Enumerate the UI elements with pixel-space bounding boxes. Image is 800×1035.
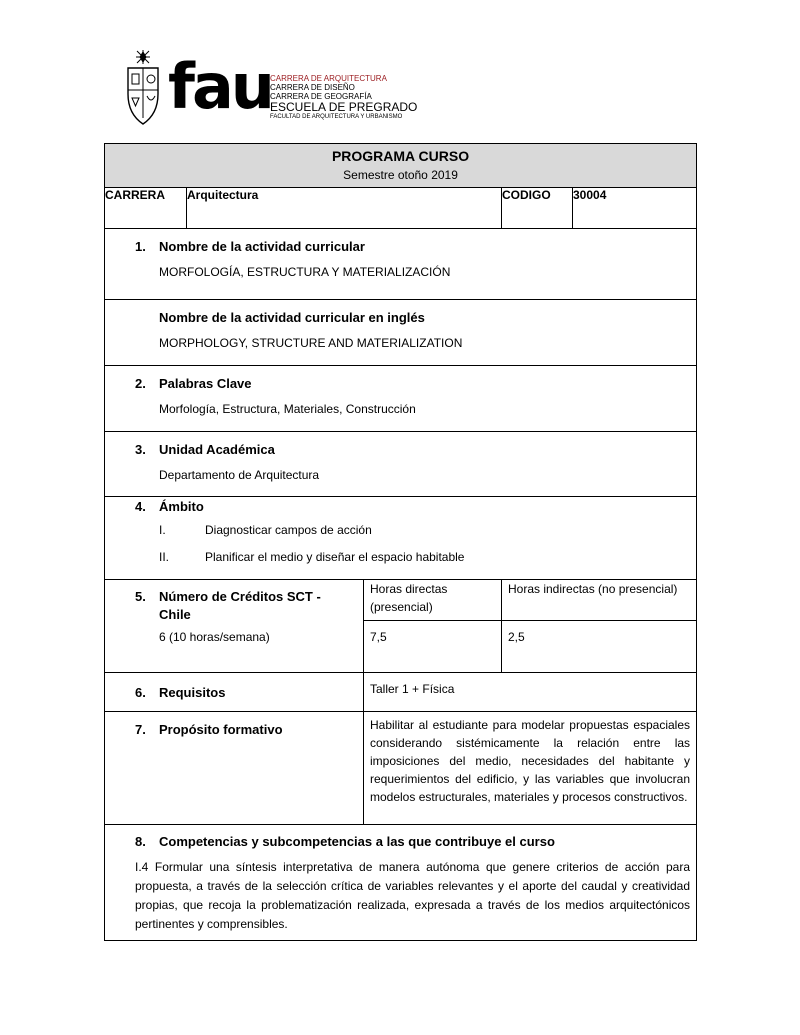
section-7: [105, 712, 364, 825]
section-7-title: Propósito formativo: [159, 722, 283, 737]
section-8-value: I.4 Formular una síntesis interpretativa de manera autónoma que genere criterios de acción para propuesta, a través de la selección crítica de variables relevantes y el aporte del caudal y creatividad propias, que recoja la problematización realizada, expresada a través de los medios arquitectónicos pertinentes y comprensibles.: [135, 860, 691, 931]
section-3-value: Departamento de Arquitectura: [159, 468, 320, 482]
section-8: [105, 825, 697, 941]
section-8-title: Competencias y subcompetencias a las que contribuye el curso: [159, 834, 555, 849]
fau-logo: fau: [168, 50, 272, 123]
unit-line-geography: CARRERA DE GEOGRAFÍA: [270, 92, 372, 101]
program-title: PROGRAMA CURSO: [331, 148, 470, 164]
university-crest-icon: [122, 48, 164, 128]
section-7-value: Habilitar al estudiante para modelar propuestas espaciales considerando sistémicamente la relación entre las imposiciones del medio, necesidades del habitante y requerimientos del edificio, y las variables que involucran modelos estructurales, materiales y procesos constructivos.: [364, 712, 697, 825]
course-program-table: [104, 143, 697, 941]
career-row: [105, 188, 697, 229]
section-1b-value: MORPHOLOGY, STRUCTURE AND MATERIALIZATION: [159, 336, 463, 350]
section-2-value: Morfología, Estructura, Materiales, Construcción: [159, 402, 416, 416]
section-3-title: Unidad Académica: [159, 442, 275, 457]
career-label: CARRERA: [105, 188, 187, 229]
section-6-title: Requisitos: [159, 684, 226, 700]
career-value: Arquitectura: [187, 188, 502, 229]
indirect-hours-value: 2,5: [502, 621, 697, 673]
section-1b-title: Nombre de la actividad curricular en inglés: [159, 310, 425, 325]
section-4: [105, 497, 697, 580]
code-value: 30004: [573, 188, 697, 229]
unit-line-faculty: FACULTAD DE ARQUITECTURA Y URBANISMO: [270, 114, 403, 120]
section-5-title: Número de Créditos SCT - Chile: [159, 589, 321, 622]
section-5-number: 5.: [135, 589, 146, 604]
scope-item: [135, 537, 696, 564]
section-2: [105, 366, 697, 432]
section-8-number: 8.: [135, 834, 146, 849]
section-7-number: 7.: [135, 722, 146, 737]
section-1-number: 1.: [135, 239, 146, 254]
section-3: [105, 432, 697, 497]
unit-line-architecture: CARRERA DE ARQUITECTURA: [270, 74, 387, 83]
program-title-cell: [105, 144, 697, 188]
scope-item-text: Diagnosticar campos de acción: [205, 523, 372, 537]
unit-line-design: CARRERA DE DISEÑO: [270, 83, 355, 92]
section-2-number: 2.: [135, 376, 146, 391]
scope-item-text: Planificar el medio y diseñar el espacio habitable: [205, 550, 465, 564]
direct-hours-value: 7,5: [364, 621, 502, 673]
scope-item-number: II.: [159, 550, 170, 564]
section-1-title: Nombre de la actividad curricular: [159, 239, 365, 254]
section-4-title: Ámbito: [159, 499, 204, 514]
unit-line-school: ESCUELA DE PREGRADO: [270, 100, 418, 114]
section-4-number: 4.: [135, 499, 146, 514]
section-1b: [105, 300, 697, 366]
section-5-value: 6 (10 horas/semana): [159, 630, 270, 644]
direct-hours-label: Horas directas (presencial): [364, 580, 502, 621]
section-2-title: Palabras Clave: [159, 376, 252, 391]
section-6-value: Taller 1 + Física: [364, 673, 697, 712]
section-6-number: 6.: [135, 684, 146, 700]
section-1: [105, 229, 697, 300]
section-1-value: MORFOLOGÍA, ESTRUCTURA Y MATERIALIZACIÓN: [159, 265, 451, 279]
scope-item: [135, 514, 696, 537]
section-6: [105, 673, 364, 712]
unit-names: [270, 74, 430, 121]
indirect-hours-label: Horas indirectas (no presencial): [502, 580, 697, 621]
section-3-number: 3.: [135, 442, 146, 457]
section-5: [105, 580, 364, 673]
code-label: CODIGO: [502, 188, 573, 229]
scope-item-number: I.: [159, 523, 166, 537]
program-semester: Semestre otoño 2019: [343, 168, 458, 182]
page-header: [120, 48, 420, 132]
